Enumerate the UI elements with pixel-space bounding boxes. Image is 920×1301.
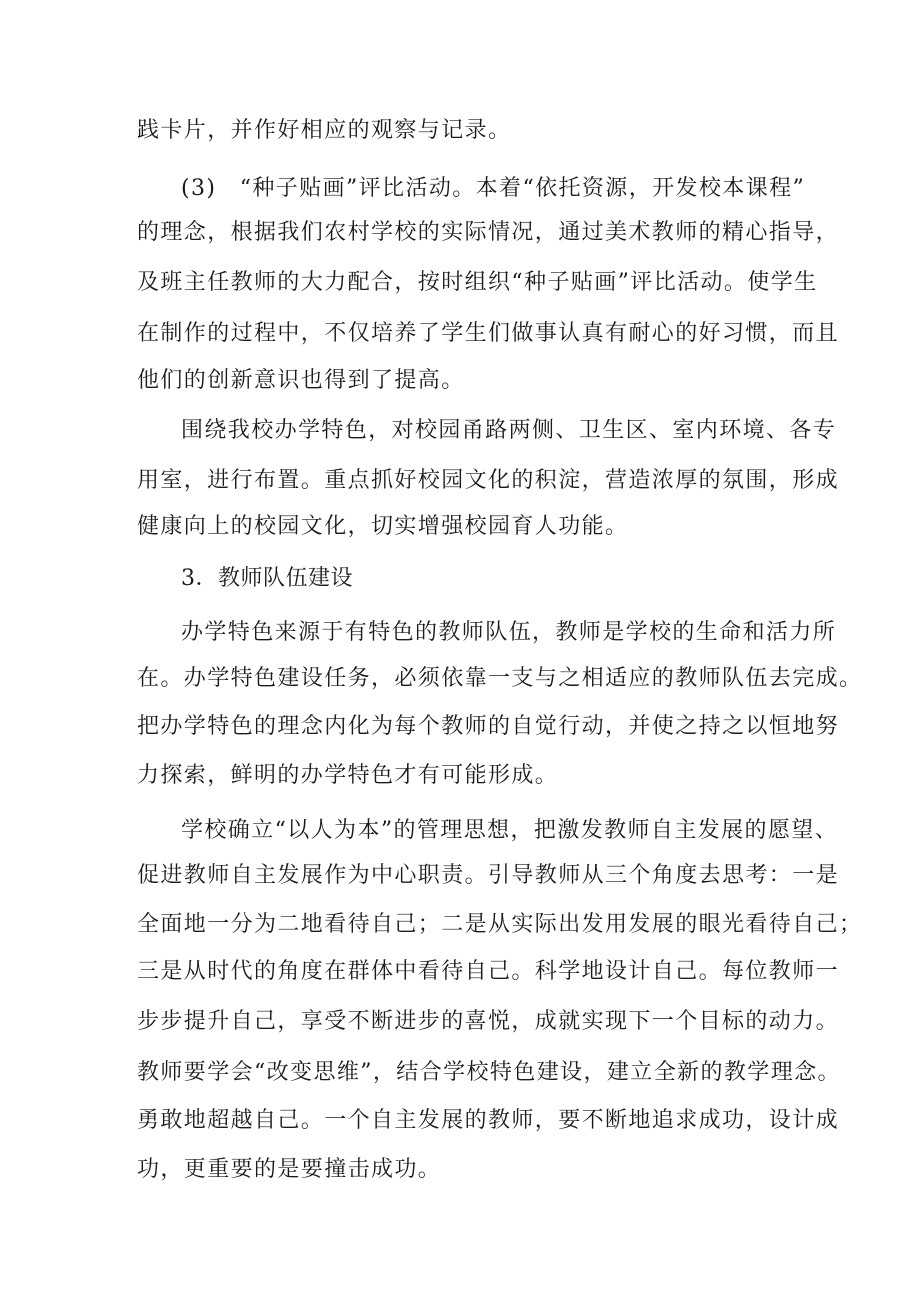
text-line: 把办学特色的理念内化为每个教师的自觉行动，并使之持之以恒地努 (137, 714, 840, 739)
text-line: 三是从时代的角度在群体中看待自己。科学地设计自己。每位教师一 (137, 959, 840, 984)
text-line: 办学特色来源于有特色的教师队伍，教师是学校的生命和活力所 (181, 620, 837, 645)
text-line: 健康向上的校园文化，切实增强校园育人功能。 (137, 514, 629, 539)
text-line: 力探索，鲜明的办学特色才有可能形成。 (137, 763, 559, 788)
text-line: 践卡片，并作好相应的观察与记录。 (137, 118, 512, 143)
text-line: (3) “种子贴画”评比活动。本着“依托资源，开发校本课程” (181, 176, 806, 201)
text-line: 他们的创新意识也得到了提高。 (137, 368, 465, 393)
text-line: 步步提升自己，享受不断进步的喜悦，成就实现下一个目标的动力。 (137, 1009, 840, 1034)
text-line: 教师要学会“改变思维”，结合学校特色建设，建立全新的教学理念。 (137, 1060, 841, 1085)
text-line: 在制作的过程中，不仅培养了学生们做事认真有耐心的好习惯，而且 (137, 321, 840, 346)
text-line: 用室，进行布置。重点抓好校园文化的积淀，营造浓厚的氛围，形成 (137, 468, 840, 493)
text-line: 围绕我校办学特色，对校园甬路两侧、卫生区、室内环境、各专 (181, 418, 837, 443)
text-line: 勇敢地超越自己。一个自主发展的教师，要不断地追求成功，设计成 (137, 1108, 840, 1133)
text-line: 全面地一分为二地看待自己；二是从实际出发用发展的眼光看待自己； (137, 912, 863, 937)
text-line: 及班主任教师的大力配合，按时组织“种子贴画”评比活动。使学生 (137, 270, 818, 295)
text-line: 功，更重要的是要撞击成功。 (137, 1157, 442, 1182)
section-heading: 3．教师队伍建设 (181, 566, 353, 591)
text-line: 在。办学特色建设任务，必须依靠一支与之相适应的教师队伍去完成。 (137, 666, 863, 691)
text-line: 的理念，根据我们农村学校的实际情况，通过美术教师的精心指导， (137, 220, 840, 245)
text-line: 学校确立“以人为本”的管理思想，把激发教师自主发展的愿望、 (181, 818, 839, 843)
text-line: 促进教师自主发展作为中心职责。引导教师从三个角度去思考：一是 (137, 863, 840, 888)
